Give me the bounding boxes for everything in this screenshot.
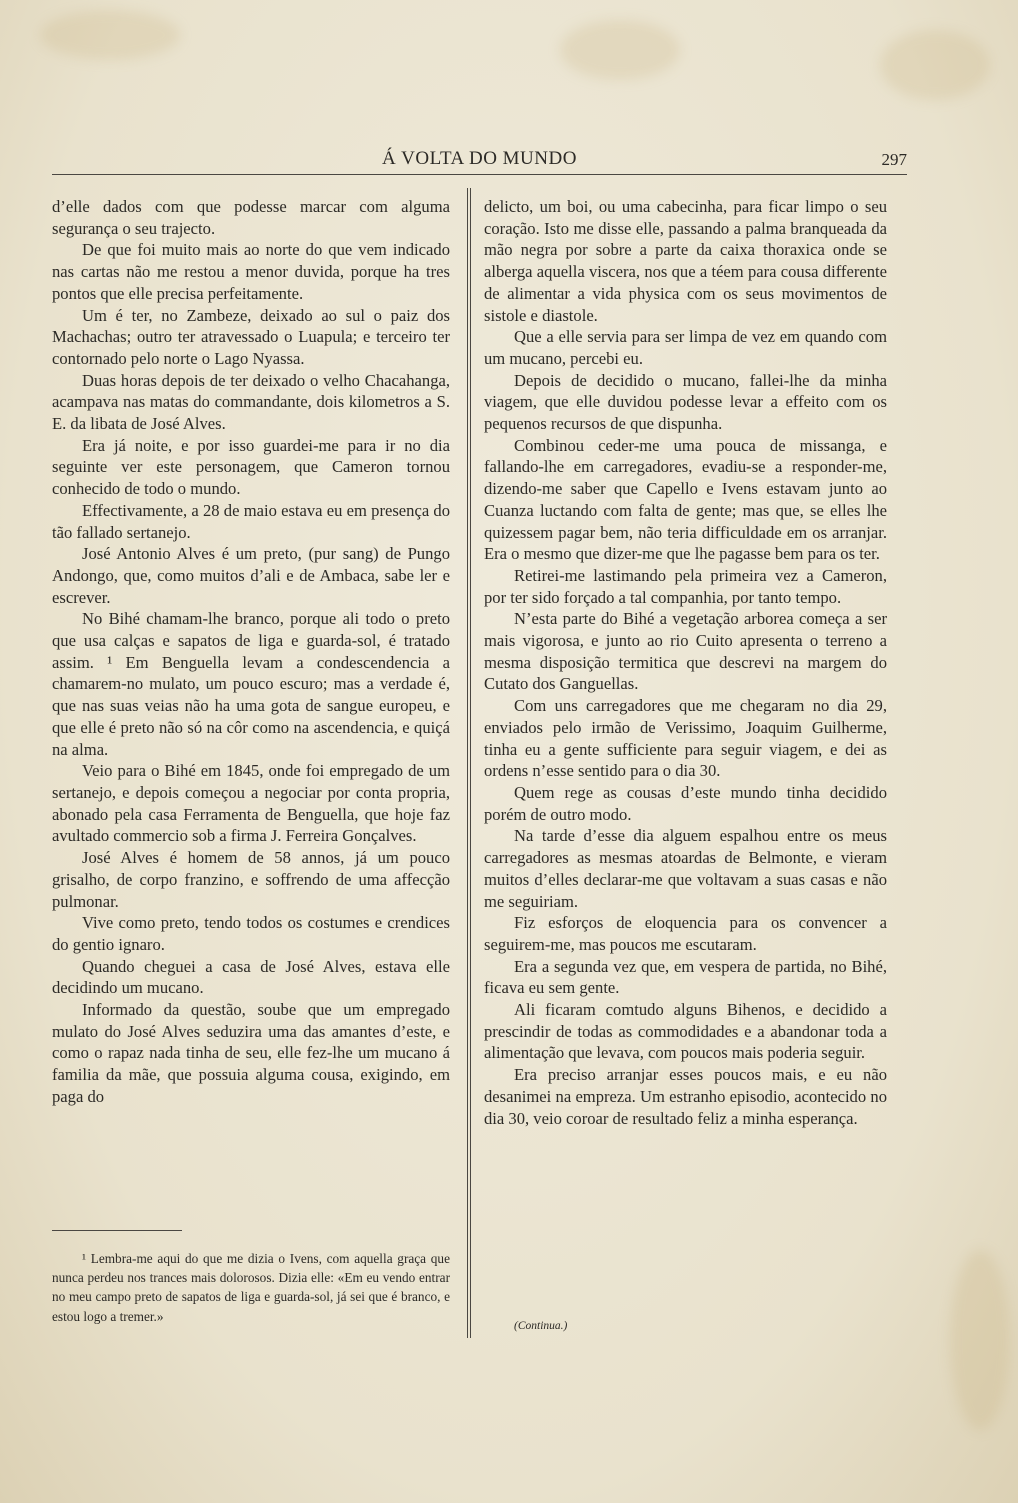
paragraph: Retirei-me lastimando pela primeira vez a Cameron, por ter sido forçado a tal companhia, por tanto tempo. [484, 565, 887, 607]
footnote-text: ¹ Lembra-me aqui do que me dizia o Ivens, com aquella graça que nunca perdeu nos trances mais dolorosos. Dizia elle: «Em eu vendo entrar no meu campo preto de sapatos de liga e guarda-sol, já sei que é branco, e estou logo a tremer.» [52, 1251, 450, 1324]
paragraph: Quem rege as cousas d’este mundo tinha decidido porém de outro modo. [484, 782, 887, 824]
left-column [52, 196, 450, 1108]
paragraph: Vive como preto, tendo todos os costumes e crendices do gentio ignaro. [52, 913, 450, 954]
paragraph: José Alves é homem de 58 annos, já um pouco grisalho, de corpo franzino, e soffrendo de uma affecção pulmonar. [52, 848, 450, 911]
paragraph: N’esta parte do Bihé a vegetação arborea começa a ser mais vigorosa, e junto ao rio Cuito apresenta o terreno a mesma disposição termitica que descrevi na margem do Cutato dos Ganguellas. [484, 609, 887, 694]
page-header [52, 144, 907, 175]
paragraph: Informado da questão, soube que um empregado mulato do José Alves seduzira uma das amantes d’este, e como o rapaz nada tinha de seu, elle fez-lhe um mucano á familia da mãe, que possuia alguma cousa, exigindo, em paga do [52, 1000, 450, 1106]
column-divider [470, 188, 471, 1338]
paragraph: No Bihé chamam-lhe branco, porque ali todo o preto que usa calças e sapatos de liga e guarda-sol, é tratado assim. ¹ Em Benguella levam a condescendencia a chamarem-no mulato, um pouco escuro; mas a verdade é, que nas suas veias não ha uma gota de sangue europeu, e que elle é preto não só na côr como na ascendencia, e quiçá na alma. [52, 609, 450, 759]
paper-stain [560, 20, 680, 80]
paragraph: Combinou ceder-me uma pouca de missanga, e fallando-lhe em carregadores, evadiu-se a responder-me, dizendo-me saber que Capello e Ivens estavam junto ao Cuanza luctando com falta de gente; mas que, se elles lhe quizessem pagar bem, não teria difficuldade em os arranjar. Era o mesmo que dizer-me que lhe pagasse bem para os ter. [484, 435, 887, 564]
paragraph: d’elle dados com que podesse marcar com alguma segurança o seu trajecto. [52, 197, 450, 238]
running-title: Á VOLTA DO MUNDO [382, 148, 577, 169]
paragraph: Effectivamente, a 28 de maio estava eu em presença do tão fallado sertanejo. [52, 500, 450, 542]
right-column [484, 196, 887, 1129]
footnote-rule [52, 1230, 182, 1231]
paragraph: José Antonio Alves é um preto, (pur sang) de Pungo Andongo, que, como muitos d’ali e de Ambaca, sabe ler e escrever. [52, 544, 450, 607]
paper-stain [880, 30, 990, 100]
paragraph: Com uns carregadores que me chegaram no dia 29, enviados pelo irmão de Verissimo, Joaquim Guilherme, tinha eu a gente sufficiente para seguir viagem, e dei as ordens n’esse sentido para o dia 30. [484, 696, 887, 781]
column-divider [467, 188, 468, 1338]
paragraph: Duas horas depois de ter deixado o velho Chacahanga, acampava nas matas do commandante, dois kilometros a S. E. da libata de José Alves. [52, 370, 450, 434]
paper-stain [950, 1250, 1010, 1430]
footnote [52, 1249, 450, 1326]
paragraph: Era já noite, e por isso guardei-me para ir no dia seguinte ver este personagem, que Cameron tornou conhecido de todo o mundo. [52, 435, 450, 499]
paragraph: De que foi muito mais ao norte do que vem indicado nas cartas não me restou a menor duvida, porque ha tres pontos que elle precisa perfeitamente. [52, 240, 450, 303]
paragraph: Que a elle servia para ser limpa de vez em quando com um mucano, percebi eu. [484, 327, 887, 368]
paragraph: Depois de decidido o mucano, fallei-lhe da minha viagem, que elle duvidou podesse levar a effeito com os pequenos recursos de que dispunha. [484, 370, 887, 434]
paragraph: Quando cheguei a casa de José Alves, estava elle decidindo um mucano. [52, 956, 450, 998]
paragraph: delicto, um boi, ou uma cabecinha, para ficar limpo o seu coração. Isto me disse elle, passando a palma branqueada da mão negra por sobre a parte da caixa thoraxica onde se alberga aquella viscera, nos que a téem para cousa differente de alimentar a vida physica com os seus movimentos de sistole e diastole. [484, 197, 887, 325]
page-number: 297 [881, 150, 907, 169]
continued-note: (Continua.) [514, 1320, 568, 1332]
paper-stain [40, 10, 180, 60]
paragraph: Era a segunda vez que, em vespera de partida, no Bihé, ficava eu sem gente. [484, 956, 887, 998]
paragraph: Era preciso arranjar esses poucos mais, e eu não desanimei na empreza. Um estranho episodio, acontecido no dia 30, veio coroar de resultado feliz a minha esperança. [484, 1065, 887, 1128]
paragraph: Fiz esforços de eloquencia para os convencer a seguirem-me, mas poucos me escutaram. [484, 913, 887, 954]
paragraph: Na tarde d’esse dia alguem espalhou entre os meus carregadores as mesmas atoardas de Belmonte, e vieram muitos d’elles declarar-me que voltavam a suas casas e não me seguiriam. [484, 826, 887, 911]
paragraph: Ali ficaram comtudo alguns Bihenos, e decidido a prescindir de todas as commodidades e a abandonar toda a alimentação que levava, com poucos mais poderia seguir. [484, 1000, 887, 1063]
paragraph: Veio para o Bihé em 1845, onde foi empregado de um sertanejo, e depois começou a negociar por conta propria, abonado pela casa Ferramenta de Benguella, que hoje faz avultado commercio sob a firma J. Ferreira Gonçalves. [52, 761, 450, 846]
paragraph: Um é ter, no Zambeze, deixado ao sul o paiz dos Machachas; outro ter atravessado o Luapula; e terceiro ter contornado pelo norte o Lago Nyassa. [52, 305, 450, 368]
